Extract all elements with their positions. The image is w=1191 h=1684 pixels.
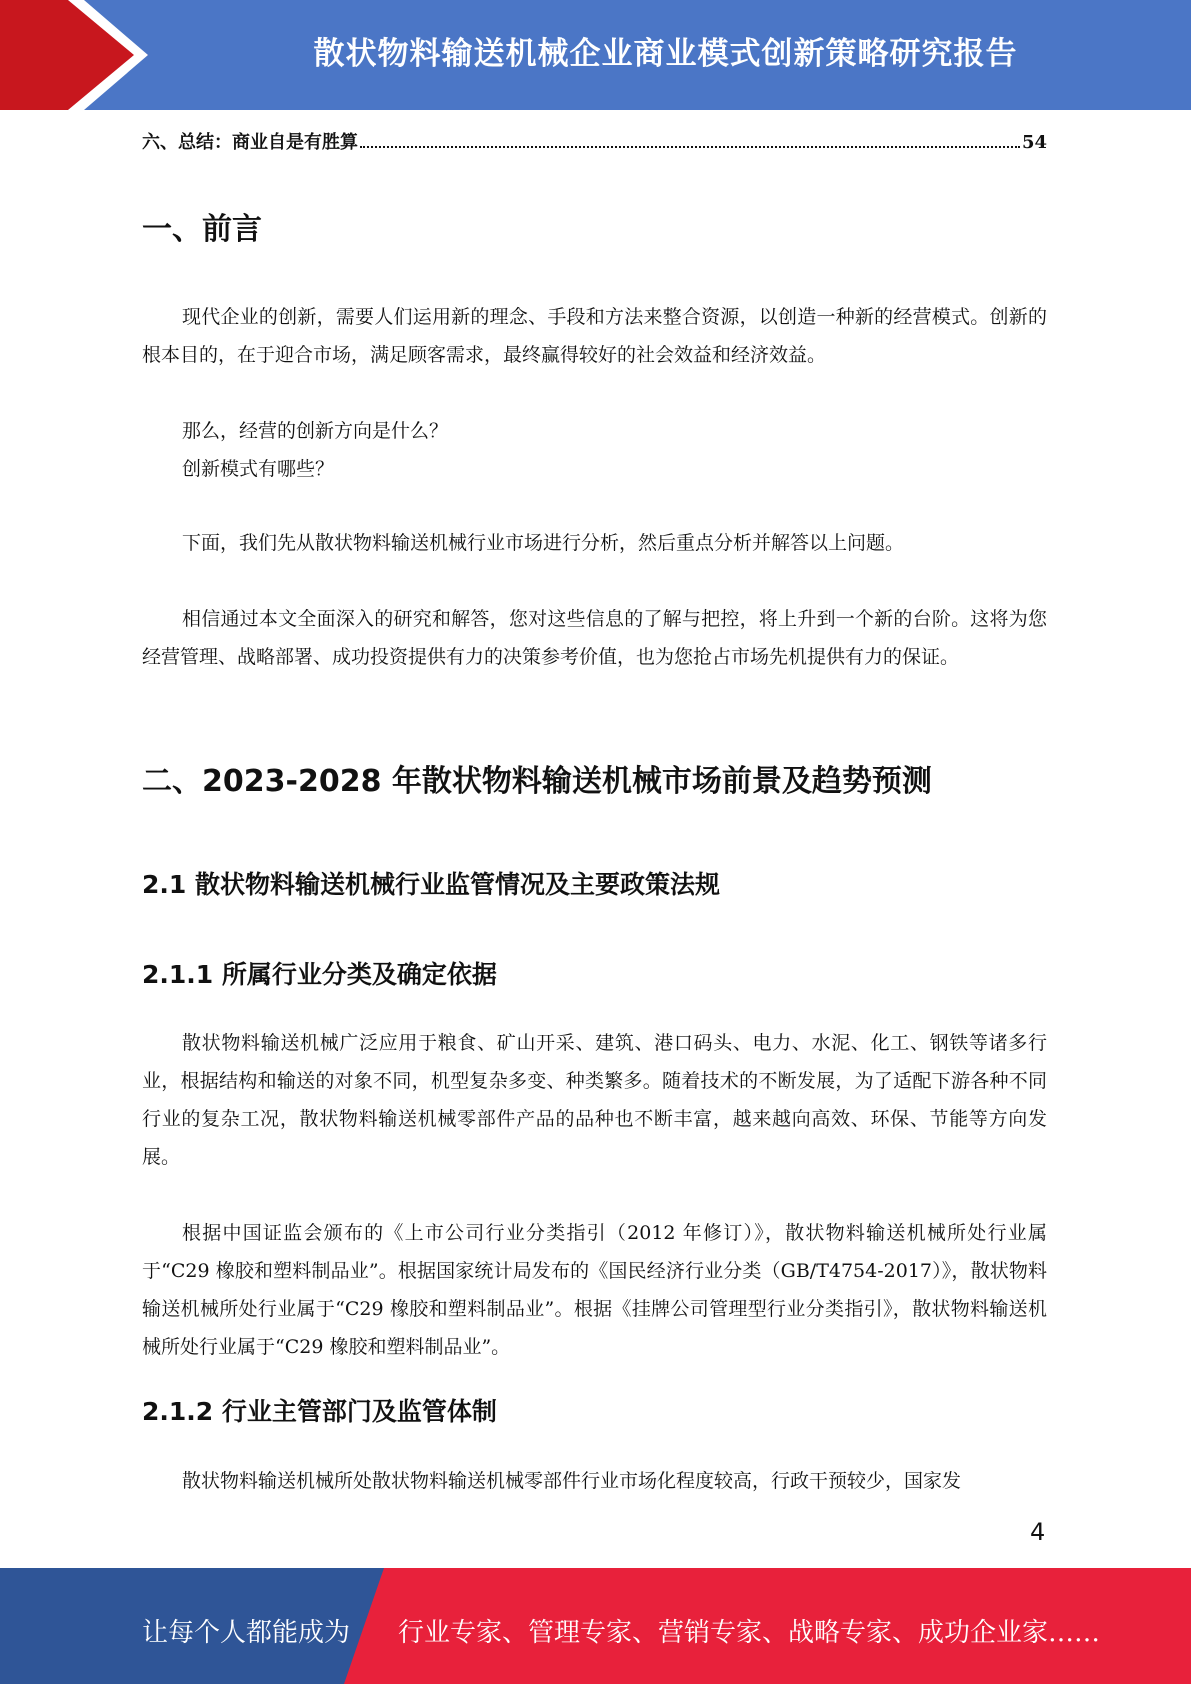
footer-slogan-right: 行业专家、管理专家、营销专家、战略专家、成功企业家…… <box>398 1618 1101 1648</box>
section-2-1-2-heading: 2.1.2 行业主管部门及监管体制 <box>142 1397 497 1426</box>
toc-entry-page: 54 <box>1021 132 1047 153</box>
footer-slogan-left: 让每个人都能成为 <box>142 1618 351 1648</box>
toc-entry[interactable] <box>142 128 1047 160</box>
page-header <box>0 0 1191 110</box>
section-1-paragraph-1: 现代企业的创新，需要人们运用新的理念、手段和方法来整合资源，以创造一种新的经营模式。创新的根本目的，在于迎合市场，满足顾客需求，最终赢得较好的社会效益和经济效益。 <box>142 306 1047 366</box>
section-1-question-1: 那么，经营的创新方向是什么？ <box>182 420 449 442</box>
section-2-1-2-paragraph-1: 散状物料输送机械所处散状物料输送机械零部件行业市场化程度较高，行政干预较少，国家发 <box>182 1470 962 1492</box>
page-number: 4 <box>1030 1518 1046 1546</box>
toc-dot-leader <box>360 146 1020 148</box>
section-1-paragraph-2: 下面，我们先从散状物料输送机械行业市场进行分析，然后重点分析并解答以上问题。 <box>182 532 905 554</box>
section-1-question-2: 创新模式有哪些？ <box>182 458 335 480</box>
section-2-1-heading: 2.1 散状物料输送机械行业监管情况及主要政策法规 <box>142 870 720 899</box>
section-1-heading: 一、前言 <box>142 212 262 247</box>
section-2-heading: 二、2023-2028 年散状物料输送机械市场前景及趋势预测 <box>142 764 932 799</box>
toc-entry-text: 六、总结：商业自是有胜算 <box>142 132 358 153</box>
section-2-1-1-paragraph-2: 根据中国证监会颁布的《上市公司行业分类指引（2012 年修订）》，散状物料输送机械所处行业属于“C29 橡胶和塑料制品业”。根据国家统计局发布的《国民经济行业分类（GB/T4754-2017）》，散状物料输送机械所处行业属于“C29 橡胶和塑料制品业”。根据《挂牌公司管理型行业分类指引》，散状物料输送机械所处行业属于“C29 橡胶和塑料制品业”。 <box>142 1222 1047 1358</box>
section-2-1-1-paragraph-1: 散状物料输送机械广泛应用于粮食、矿山开采、建筑、港口码头、电力、水泥、化工、钢铁等诸多行业，根据结构和输送的对象不同，机型复杂多变、种类繁多。随着技术的不断发展，为了适配下游各种不同行业的复杂工况，散状物料输送机械零部件产品的品种也不断丰富，越来越向高效、环保、节能等方向发展。 <box>142 1032 1047 1168</box>
document-body <box>142 128 1047 1492</box>
page-footer <box>0 1568 1191 1684</box>
report-title: 散状物料输送机械企业商业模式创新策略研究报告 <box>313 36 1018 72</box>
section-1-paragraph-3: 相信通过本文全面深入的研究和解答，您对这些信息的了解与把控，将上升到一个新的台阶。这将为您经营管理、战略部署、成功投资提供有力的决策参考价值，也为您抢占市场先机提供有力的保证。 <box>142 608 1047 668</box>
section-2-1-1-heading: 2.1.1 所属行业分类及确定依据 <box>142 960 497 989</box>
